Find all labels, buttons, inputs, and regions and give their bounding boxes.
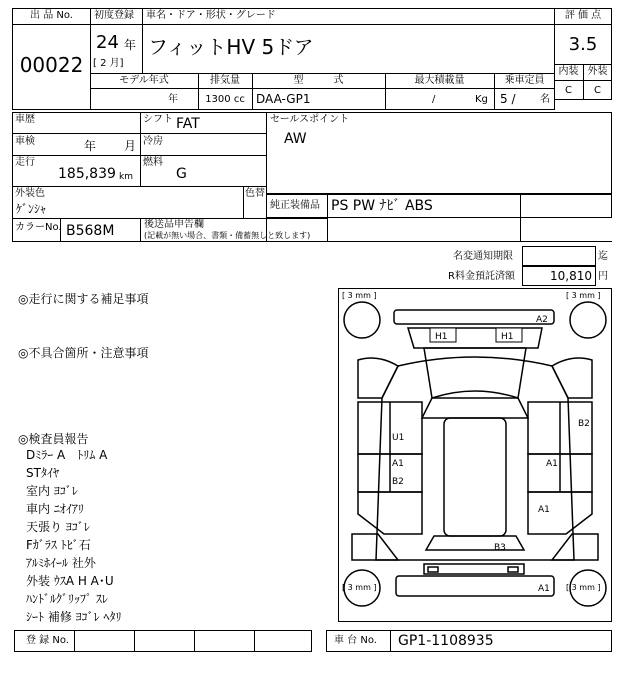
recycle-fee-value: 10,810 — [550, 269, 592, 283]
inspector-item: STﾀｲﾔ — [26, 466, 59, 480]
chassis-number-value: GP1-1108935 — [398, 633, 494, 649]
damage-mark: H1 — [435, 332, 448, 342]
color-no-label: カラーNo. — [15, 222, 62, 233]
shift-label: シフト — [143, 114, 173, 125]
tire-tread-rear-left: [ 3 mm ] — [342, 583, 377, 592]
inspection-value: 年 月 — [84, 139, 145, 153]
exterior-label: 外装 — [587, 66, 608, 77]
exterior-color-value: ｹﾞﾝｼｬ — [16, 202, 47, 216]
evaluation-score: 3.5 — [568, 34, 598, 55]
damage-mark: B3 — [494, 543, 506, 553]
first-registration-label: 初度登録 — [94, 10, 134, 21]
mileage-value: 185,839 — [58, 166, 116, 182]
recycle-fee-label: R料金預託済額 — [448, 271, 515, 282]
running-notes-title: ◎走行に関する補足事項 — [18, 292, 149, 306]
max-load-label: 最大積載量 — [414, 75, 465, 86]
first-registration-year: 24 — [96, 32, 119, 53]
inspector-item: 天張り ﾖｺﾞﾚ — [26, 520, 90, 534]
sales-point-value: AW — [284, 131, 307, 147]
color-no-value: B568M — [66, 223, 115, 239]
score-label: 評 価 点 — [564, 10, 602, 21]
type-label: 型 式 — [293, 75, 344, 86]
shift-value: FAT — [176, 116, 200, 132]
lot-number-label: 出 品 No. — [30, 10, 73, 21]
inspector-report-title: ◎検査員報告 — [18, 432, 89, 446]
model-year-label: モデル年式 — [119, 75, 169, 86]
inspection-label: 車検 — [15, 136, 35, 147]
inspector-item: ｱﾙﾐﾎｲｰﾙ 社外 — [26, 556, 96, 570]
car-name-label: 車名・ドア・形状・グレード — [146, 10, 276, 21]
front-bumper — [394, 310, 554, 324]
car-name: フィットHV 5ドア — [148, 35, 314, 59]
rear-bumper — [396, 576, 554, 596]
sales-point-label: セールスポイント — [270, 114, 350, 125]
chassis-number-label: 車 台 No. — [334, 635, 377, 646]
displacement: 1300 cc — [205, 94, 245, 105]
interior-label: 内装 — [558, 66, 579, 77]
post-docs-label: 後送品申告欄 — [144, 219, 204, 230]
car-body-outline — [376, 357, 574, 560]
damage-mark: A1 — [538, 505, 550, 515]
history-label: 車歴 — [15, 114, 35, 125]
wheel-front-left — [344, 302, 380, 338]
name-change-unit: 迄 — [598, 251, 608, 262]
tire-tread-front-left: [ 3 mm ] — [342, 291, 377, 300]
year-unit: 年 — [124, 38, 137, 52]
damage-mark: A1 — [538, 584, 550, 594]
inspector-item: Fｶﾞﾗｽ ﾄﾋﾞ石 — [26, 538, 91, 552]
inspector-item: 外装 ｳｽA H A･U — [26, 574, 114, 588]
damage-mark: H1 — [501, 332, 514, 342]
roof-panel — [444, 418, 506, 536]
kg-unit: Kg — [475, 94, 488, 105]
type-code: DAA-GP1 — [256, 92, 311, 106]
first-registration-month: [ 2 月] — [93, 58, 124, 69]
registration-number-label: 登 録 No. — [26, 635, 69, 646]
model-year-unit: 年 — [168, 94, 178, 105]
max-load: / — [432, 94, 436, 105]
fuel-label: 燃料 — [143, 157, 163, 168]
inspector-item: 室内 ﾖｺﾞﾚ — [26, 484, 78, 498]
tire-tread-rear-right: [ 3 mm ] — [566, 583, 601, 592]
capacity-unit: 名 — [540, 94, 550, 105]
exterior-color-label: 外装色 — [15, 188, 45, 199]
fuel-value: G — [176, 166, 187, 182]
damage-mark: B2 — [392, 477, 404, 487]
mileage-label: 走行 — [15, 157, 35, 168]
defects-title: ◎不具合箇所・注意事項 — [18, 346, 149, 360]
wheel-front-right — [570, 302, 606, 338]
damage-mark: A1 — [546, 459, 558, 469]
inspector-item: Dﾐﾗｰ A ﾄﾘﾑ A — [26, 448, 108, 462]
tire-tread-front-right: [ 3 mm ] — [566, 291, 601, 300]
capacity-label: 乗車定員 — [504, 75, 545, 86]
inspector-item: ﾊﾝﾄﾞﾙｸﾞﾘｯﾌﾟ ｽﾚ — [26, 592, 108, 606]
equipment-label: 純正装備品 — [270, 200, 320, 211]
lot-number: 00022 — [19, 53, 84, 77]
ac-label: 冷房 — [143, 136, 163, 147]
displacement-label: 排気量 — [210, 75, 240, 86]
damage-mark: A1 — [392, 459, 404, 469]
inspector-item: ｼｰﾄ 補修 ﾖｺﾞﾚ ﾍﾀﾘ — [26, 610, 122, 624]
capacity: 5 / — [500, 92, 516, 106]
km-unit: km — [119, 172, 133, 182]
name-change-deadline-label: 名変通知期限 — [453, 251, 513, 262]
interior-grade: C — [565, 85, 572, 96]
post-docs-note: (記載が無い場合、書類・備蓄無しと致します) — [144, 231, 311, 240]
color-change-label: 色替 — [245, 188, 265, 199]
equipment-value: PS PW ﾅﾋﾞ ABS — [331, 198, 433, 214]
damage-mark: A2 — [536, 315, 548, 325]
damage-mark: B2 — [578, 419, 590, 429]
name-change-deadline-field — [522, 246, 596, 266]
car-damage-diagram — [338, 288, 612, 622]
inspector-item: 車内 ﾆｵｲｱﾘ — [26, 502, 84, 516]
recycle-fee-unit: 円 — [598, 271, 608, 282]
exterior-grade: C — [594, 85, 601, 96]
damage-mark: U1 — [392, 433, 405, 443]
